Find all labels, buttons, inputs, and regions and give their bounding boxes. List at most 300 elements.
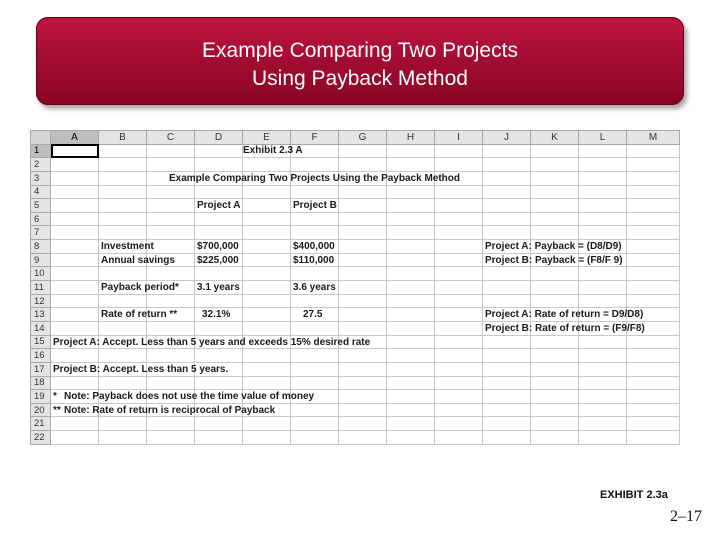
cell[interactable] (243, 281, 291, 295)
cell[interactable] (387, 212, 435, 226)
cell[interactable] (483, 417, 531, 431)
cell[interactable] (339, 390, 387, 404)
cell[interactable] (339, 308, 387, 322)
cell[interactable] (579, 349, 627, 363)
cell[interactable] (99, 294, 147, 308)
row-header-13[interactable]: 13 (31, 308, 51, 322)
cell[interactable] (579, 212, 627, 226)
cell[interactable] (387, 226, 435, 240)
cell[interactable] (579, 335, 627, 349)
cell[interactable] (195, 158, 243, 172)
cell[interactable] (387, 335, 435, 349)
project-b-decision: Project B: Accept. Less than 5 years. (53, 363, 229, 375)
cell[interactable] (243, 376, 291, 390)
cell[interactable] (339, 349, 387, 363)
cell[interactable] (627, 431, 680, 445)
table-row (31, 321, 680, 335)
cell[interactable] (243, 362, 291, 376)
cell[interactable] (99, 431, 147, 445)
cell[interactable] (243, 226, 291, 240)
cell[interactable] (99, 376, 147, 390)
cell[interactable] (243, 308, 291, 322)
cell[interactable] (195, 376, 243, 390)
cell[interactable] (387, 281, 435, 295)
cell[interactable] (387, 349, 435, 363)
cell[interactable] (99, 349, 147, 363)
cell[interactable] (627, 253, 680, 267)
cell[interactable] (51, 267, 99, 281)
cell[interactable] (51, 281, 99, 295)
cell[interactable] (195, 294, 243, 308)
cell[interactable] (435, 376, 483, 390)
cell[interactable] (243, 321, 291, 335)
cell[interactable] (147, 144, 195, 158)
row-header-17[interactable]: 17 (31, 362, 51, 376)
cell[interactable] (387, 199, 435, 213)
row-header-19[interactable]: 19 (31, 390, 51, 404)
cell[interactable] (531, 294, 579, 308)
cell[interactable] (195, 185, 243, 199)
cell[interactable] (435, 349, 483, 363)
cell[interactable] (99, 226, 147, 240)
cell[interactable] (483, 431, 531, 445)
cell[interactable] (531, 144, 579, 158)
column-header-c[interactable]: C (147, 131, 195, 145)
cell[interactable] (627, 294, 680, 308)
cell[interactable] (51, 308, 99, 322)
project-b-header: Project B (293, 200, 337, 212)
cell[interactable] (51, 349, 99, 363)
cell[interactable] (435, 199, 483, 213)
cell[interactable] (51, 376, 99, 390)
cell[interactable] (99, 158, 147, 172)
cell[interactable] (435, 431, 483, 445)
cell[interactable] (339, 281, 387, 295)
cell[interactable] (51, 171, 99, 185)
cell[interactable] (291, 226, 339, 240)
cell[interactable] (339, 226, 387, 240)
cell[interactable] (579, 171, 627, 185)
column-header-l[interactable]: L (579, 131, 627, 145)
cell[interactable] (387, 376, 435, 390)
cell[interactable] (483, 362, 531, 376)
cell[interactable] (195, 321, 243, 335)
column-header-i[interactable]: I (435, 131, 483, 145)
cell[interactable] (291, 158, 339, 172)
cell[interactable] (435, 390, 483, 404)
cell-a15[interactable] (51, 335, 371, 349)
cell[interactable] (51, 240, 99, 254)
cell[interactable] (387, 294, 435, 308)
cell-f11[interactable] (291, 281, 339, 295)
cell[interactable] (51, 185, 99, 199)
cell-a1-selected[interactable] (51, 144, 99, 158)
cell[interactable] (387, 240, 435, 254)
cell[interactable] (243, 253, 291, 267)
cell[interactable] (483, 212, 531, 226)
cell[interactable] (291, 403, 339, 417)
cell-b9[interactable] (99, 253, 175, 267)
row-header-22[interactable]: 22 (31, 431, 51, 445)
cell[interactable] (435, 144, 483, 158)
cell[interactable] (531, 362, 579, 376)
cell[interactable] (387, 253, 435, 267)
cell[interactable] (243, 267, 291, 281)
cell[interactable] (243, 240, 291, 254)
cell[interactable] (339, 212, 387, 226)
cell[interactable] (579, 362, 627, 376)
cell[interactable] (579, 403, 627, 417)
cell[interactable] (99, 171, 147, 185)
project-a-header: Project A (197, 200, 241, 212)
column-header-h[interactable]: H (387, 131, 435, 145)
cell[interactable] (531, 417, 579, 431)
cell-d5[interactable] (195, 199, 243, 213)
cell[interactable] (627, 185, 680, 199)
cell[interactable] (195, 431, 243, 445)
cell[interactable] (627, 171, 680, 185)
cell[interactable] (99, 212, 147, 226)
cell[interactable] (339, 431, 387, 445)
cell[interactable] (627, 158, 680, 172)
cell-j9[interactable] (483, 253, 623, 267)
cell[interactable] (195, 417, 243, 431)
table-row (31, 390, 680, 404)
cell-j13[interactable] (483, 308, 644, 322)
cell[interactable] (291, 267, 339, 281)
cell-d13[interactable] (195, 308, 243, 322)
cell[interactable] (435, 253, 483, 267)
cell[interactable] (531, 171, 579, 185)
row-header-6[interactable]: 6 (31, 212, 51, 226)
cell[interactable] (627, 144, 680, 158)
cell-b13[interactable] (99, 308, 178, 322)
cell[interactable] (387, 362, 435, 376)
cell[interactable] (531, 390, 579, 404)
cell-f5[interactable] (291, 199, 339, 213)
cell[interactable] (483, 171, 531, 185)
cell[interactable] (339, 240, 387, 254)
cell[interactable] (579, 281, 627, 295)
cell[interactable] (627, 240, 680, 254)
cell[interactable] (51, 431, 99, 445)
cell[interactable] (483, 158, 531, 172)
cell[interactable] (99, 267, 147, 281)
cell[interactable] (579, 431, 627, 445)
cell[interactable] (99, 185, 147, 199)
cell[interactable] (51, 226, 99, 240)
column-header-k[interactable]: K (531, 131, 579, 145)
cell[interactable] (483, 144, 531, 158)
table-row (31, 417, 680, 431)
row-header-21[interactable]: 21 (31, 417, 51, 431)
cell[interactable] (339, 294, 387, 308)
cell[interactable] (579, 158, 627, 172)
cell[interactable] (627, 376, 680, 390)
cell[interactable] (435, 226, 483, 240)
cell[interactable] (195, 267, 243, 281)
cell[interactable] (531, 212, 579, 226)
cell[interactable] (147, 185, 195, 199)
cell[interactable] (243, 294, 291, 308)
cell[interactable] (339, 376, 387, 390)
cell[interactable] (387, 267, 435, 281)
cell[interactable] (195, 212, 243, 226)
cell[interactable] (291, 185, 339, 199)
page-number: 2–17 (670, 508, 702, 525)
row-header-7[interactable]: 7 (31, 226, 51, 240)
cell[interactable] (147, 267, 195, 281)
cell-e1[interactable] (243, 144, 303, 158)
column-header-row (31, 131, 680, 145)
cell[interactable] (531, 376, 579, 390)
cell-a20[interactable] (51, 403, 276, 417)
cell[interactable] (579, 267, 627, 281)
cell[interactable] (531, 226, 579, 240)
cell[interactable] (387, 403, 435, 417)
cell[interactable] (627, 390, 680, 404)
cell[interactable] (387, 417, 435, 431)
cell[interactable] (435, 158, 483, 172)
cell[interactable] (627, 212, 680, 226)
cell[interactable] (99, 321, 147, 335)
row-header-2[interactable]: 2 (31, 158, 51, 172)
annual-savings-label: Annual savings (101, 254, 175, 266)
row-header-20[interactable]: 20 (31, 403, 51, 417)
cell[interactable] (579, 185, 627, 199)
cell[interactable] (483, 403, 531, 417)
table-row (31, 212, 680, 226)
cell[interactable] (435, 321, 483, 335)
cell[interactable] (195, 226, 243, 240)
cell[interactable] (243, 349, 291, 363)
cell[interactable] (339, 158, 387, 172)
cell[interactable] (627, 226, 680, 240)
column-header-d[interactable]: D (195, 131, 243, 145)
cell[interactable] (627, 417, 680, 431)
cell[interactable] (291, 212, 339, 226)
cell[interactable] (147, 431, 195, 445)
cell[interactable] (483, 199, 531, 213)
cell[interactable] (339, 362, 387, 376)
cell[interactable] (483, 294, 531, 308)
title-line-1: Example Comparing Two Projects (202, 39, 518, 62)
cell[interactable] (99, 144, 147, 158)
table-row (31, 335, 680, 349)
row-header-12[interactable]: 12 (31, 294, 51, 308)
cell[interactable] (243, 417, 291, 431)
cell[interactable] (147, 199, 195, 213)
cell[interactable] (483, 349, 531, 363)
cell[interactable] (579, 294, 627, 308)
cell[interactable] (387, 321, 435, 335)
cell[interactable] (435, 362, 483, 376)
cell[interactable] (339, 321, 387, 335)
cell[interactable] (51, 294, 99, 308)
cell[interactable] (291, 294, 339, 308)
cell-f8[interactable] (291, 240, 339, 254)
cell[interactable] (51, 417, 99, 431)
cell[interactable] (483, 376, 531, 390)
table-row (31, 281, 680, 295)
cell[interactable] (291, 321, 339, 335)
table-row (31, 185, 680, 199)
column-header-j[interactable]: J (483, 131, 531, 145)
cell[interactable] (51, 199, 99, 213)
cell-c3[interactable] (147, 171, 460, 185)
cell[interactable] (627, 281, 680, 295)
cell[interactable] (579, 199, 627, 213)
cell[interactable] (483, 267, 531, 281)
row-header-1[interactable]: 1 (31, 144, 51, 158)
table-row (31, 403, 680, 417)
row-header-5[interactable]: 5 (31, 199, 51, 213)
cell[interactable] (243, 199, 291, 213)
cell[interactable] (195, 349, 243, 363)
cell[interactable] (339, 144, 387, 158)
cell[interactable] (195, 144, 243, 158)
table-row (31, 199, 680, 213)
cell[interactable] (483, 281, 531, 295)
cell[interactable] (147, 226, 195, 240)
cell[interactable] (531, 281, 579, 295)
cell[interactable] (339, 403, 387, 417)
cell[interactable] (627, 403, 680, 417)
cell[interactable] (435, 335, 483, 349)
cell[interactable] (483, 335, 531, 349)
row-header-16[interactable]: 16 (31, 349, 51, 363)
cell-a19[interactable] (51, 390, 315, 404)
cell[interactable] (435, 212, 483, 226)
cell[interactable] (531, 267, 579, 281)
cell-j14[interactable] (483, 321, 645, 335)
cell[interactable] (387, 185, 435, 199)
row-header-10[interactable]: 10 (31, 267, 51, 281)
cell[interactable] (339, 417, 387, 431)
cell[interactable] (243, 431, 291, 445)
cell[interactable] (531, 349, 579, 363)
cell[interactable] (291, 362, 339, 376)
cell[interactable] (387, 158, 435, 172)
cell[interactable] (435, 294, 483, 308)
cell[interactable] (387, 431, 435, 445)
cell[interactable] (435, 403, 483, 417)
column-header-g[interactable]: G (339, 131, 387, 145)
cell[interactable] (627, 199, 680, 213)
cell[interactable] (99, 199, 147, 213)
cell[interactable] (387, 390, 435, 404)
cell[interactable] (435, 281, 483, 295)
cell[interactable] (483, 390, 531, 404)
cell[interactable] (531, 403, 579, 417)
cell-a17[interactable] (51, 362, 229, 376)
cell[interactable] (627, 362, 680, 376)
cell[interactable] (579, 390, 627, 404)
cell[interactable] (147, 349, 195, 363)
cell[interactable] (579, 144, 627, 158)
row-header-15[interactable]: 15 (31, 335, 51, 349)
row-header-8[interactable]: 8 (31, 240, 51, 254)
column-header-e[interactable]: E (243, 131, 291, 145)
cell[interactable] (627, 267, 680, 281)
cell[interactable] (435, 240, 483, 254)
cell[interactable] (243, 212, 291, 226)
cell[interactable] (147, 294, 195, 308)
cell[interactable] (387, 308, 435, 322)
cell-d8[interactable] (195, 240, 243, 254)
column-header-m[interactable]: M (627, 131, 680, 145)
cell[interactable] (531, 335, 579, 349)
cell[interactable] (147, 417, 195, 431)
cell[interactable] (243, 185, 291, 199)
cell[interactable] (51, 158, 99, 172)
select-all-corner[interactable] (31, 131, 51, 145)
cell[interactable] (291, 349, 339, 363)
cell[interactable] (579, 226, 627, 240)
cell[interactable] (435, 308, 483, 322)
column-header-b[interactable]: B (99, 131, 147, 145)
cell[interactable] (339, 199, 387, 213)
cell[interactable] (339, 267, 387, 281)
cell[interactable] (483, 226, 531, 240)
cell[interactable] (147, 376, 195, 390)
cell[interactable] (243, 158, 291, 172)
cell[interactable] (51, 212, 99, 226)
cell[interactable] (147, 158, 195, 172)
row-header-3[interactable]: 3 (31, 171, 51, 185)
cell-f9[interactable] (291, 253, 339, 267)
cell[interactable] (531, 158, 579, 172)
cell-f13[interactable] (291, 308, 339, 322)
cell[interactable] (339, 253, 387, 267)
row-header-18[interactable]: 18 (31, 376, 51, 390)
row-header-4[interactable]: 4 (31, 185, 51, 199)
cell[interactable] (435, 185, 483, 199)
cell[interactable] (291, 431, 339, 445)
cell[interactable] (627, 349, 680, 363)
cell[interactable] (147, 321, 195, 335)
cell[interactable] (387, 144, 435, 158)
cell[interactable] (531, 185, 579, 199)
row-header-14[interactable]: 14 (31, 321, 51, 335)
cell[interactable] (531, 431, 579, 445)
cell[interactable] (339, 185, 387, 199)
cell[interactable] (99, 417, 147, 431)
cell[interactable] (579, 417, 627, 431)
cell[interactable] (579, 376, 627, 390)
cell[interactable] (51, 321, 99, 335)
cell[interactable] (627, 335, 680, 349)
cell[interactable] (291, 376, 339, 390)
cell-d9[interactable] (195, 253, 243, 267)
row-header-9[interactable]: 9 (31, 253, 51, 267)
cell[interactable] (435, 417, 483, 431)
cell[interactable] (291, 417, 339, 431)
cell-b8[interactable] (99, 240, 154, 254)
row-header-11[interactable]: 11 (31, 281, 51, 295)
annual-savings-project-a: $225,000 (197, 254, 239, 266)
cell[interactable] (51, 253, 99, 267)
cell[interactable] (531, 199, 579, 213)
cell-j8[interactable] (483, 240, 622, 254)
cell-d11[interactable] (195, 281, 243, 295)
column-header-a[interactable]: A (51, 131, 99, 145)
cell[interactable] (147, 212, 195, 226)
cell-b11[interactable] (99, 281, 179, 295)
cell[interactable] (483, 185, 531, 199)
cell[interactable] (435, 267, 483, 281)
column-header-f[interactable]: F (291, 131, 339, 145)
